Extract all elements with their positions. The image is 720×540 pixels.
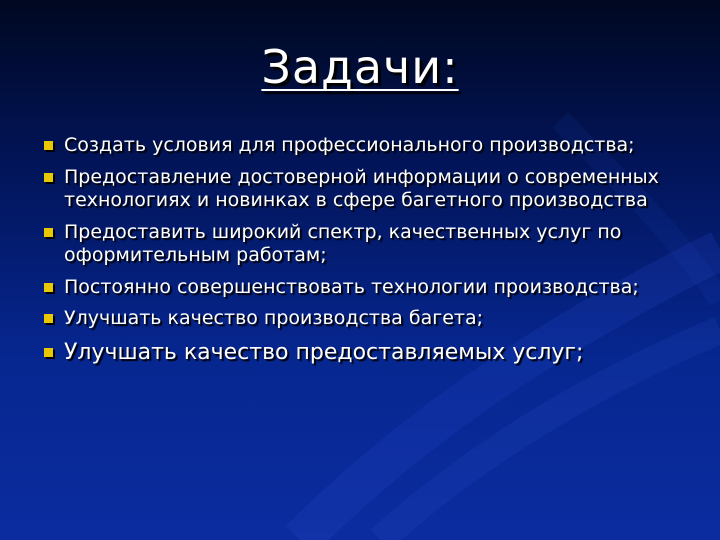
bullet-text: Постоянно совершенствовать технологии производства; — [64, 275, 639, 298]
square-bullet-icon — [44, 228, 53, 237]
bullet-item — [44, 276, 694, 300]
bullet-text: Улучшать качество производства багета; — [64, 307, 483, 329]
bullet-text: Предоставить широкий спектр, качественных услуг по оформительным работам; — [64, 220, 622, 266]
bullet-item — [44, 166, 694, 213]
square-bullet-icon — [44, 348, 53, 357]
bullet-text: Предоставление достоверной информации о современных технологиях и новинках в сфере багетного производства — [64, 165, 659, 211]
square-bullet-icon — [44, 314, 53, 323]
bullet-item — [44, 339, 694, 366]
square-bullet-icon — [44, 283, 53, 292]
square-bullet-icon — [44, 173, 53, 182]
bullet-list — [44, 134, 694, 374]
bullet-item — [44, 307, 694, 331]
slide-title: Задачи: — [261, 40, 459, 94]
bullet-text: Улучшать качество предоставляемых услуг; — [64, 339, 584, 365]
bullet-item — [44, 134, 694, 158]
bullet-item — [44, 221, 694, 268]
square-bullet-icon — [44, 141, 53, 150]
bullet-text: Создать условия для профессионального производства; — [64, 134, 635, 156]
